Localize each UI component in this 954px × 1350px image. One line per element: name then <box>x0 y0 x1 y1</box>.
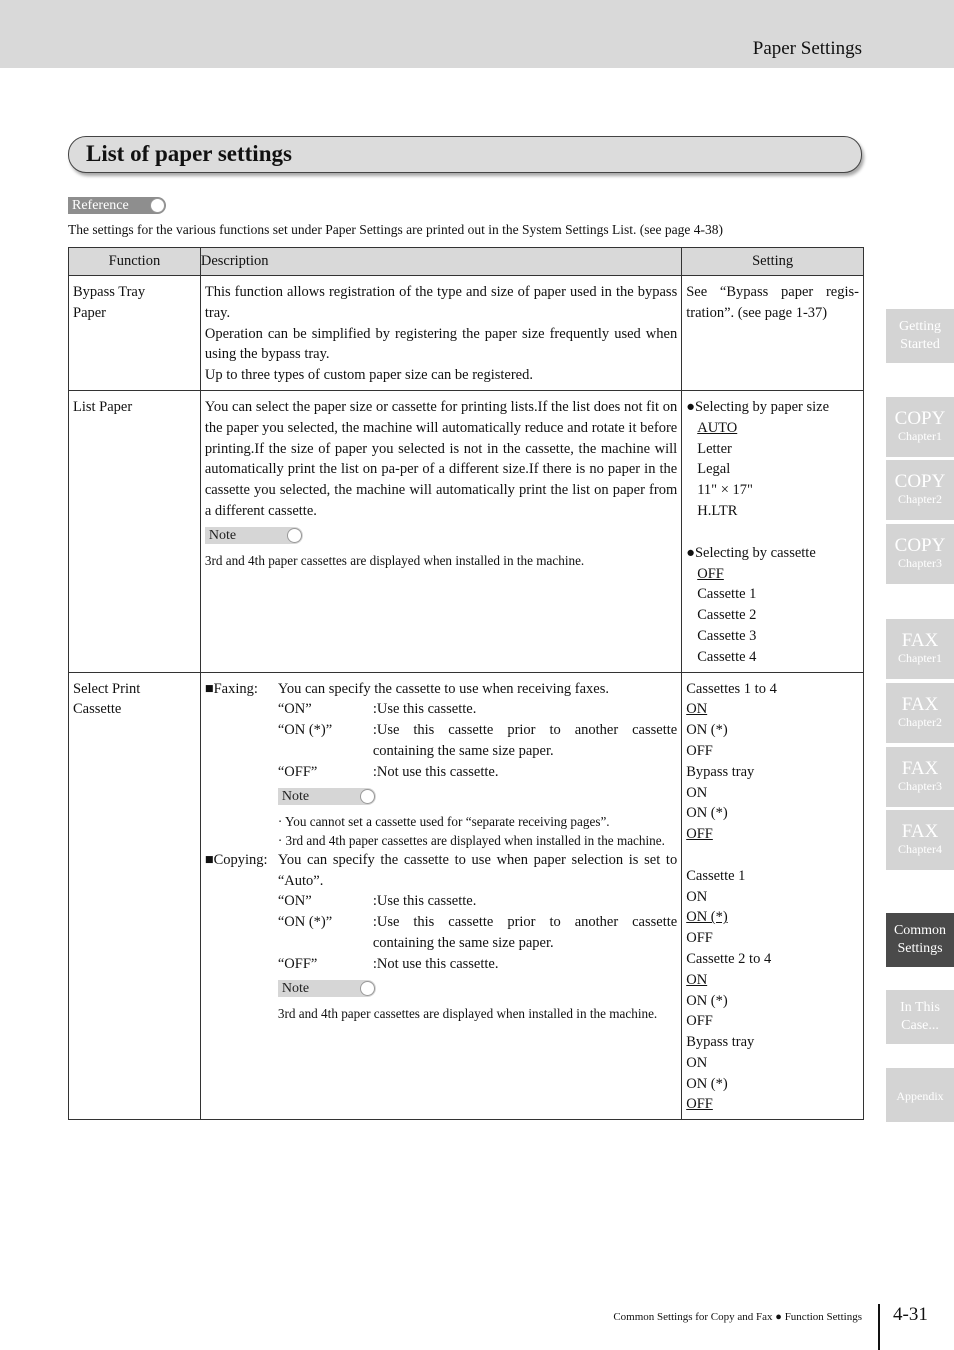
chapter-tab-label: Chapter3 <box>898 556 942 570</box>
chapter-tab[interactable] <box>886 397 954 457</box>
description-paragraph: Operation can be simplified by registering the paper size frequently used when using the bypass tray. <box>204 325 678 363</box>
chapter-tab-label: In This Case... <box>900 1000 940 1033</box>
chapter-tab-title: FAX <box>901 694 939 715</box>
option-item: Legal <box>697 461 731 478</box>
section-title-bar <box>68 136 862 173</box>
chapter-tab[interactable] <box>886 990 954 1044</box>
chapter-tab-title: FAX <box>901 821 939 842</box>
chapter-tab[interactable] <box>886 524 954 584</box>
note-badge <box>205 527 303 544</box>
option-definition <box>278 699 677 720</box>
setting-default: ON <box>686 701 708 718</box>
chapter-tab[interactable] <box>886 810 954 870</box>
faxing-label: ■Faxing: <box>204 680 258 697</box>
function-name-line: Paper <box>73 304 107 321</box>
setting-item: ON <box>686 784 708 801</box>
setting-item: OFF <box>686 1013 713 1030</box>
table-row <box>69 390 864 672</box>
option-key: “ON (*)” <box>277 914 333 931</box>
description-cell <box>200 672 681 1120</box>
setting-item: Cassette 1 <box>686 867 746 884</box>
toggle-knob-icon <box>360 981 375 996</box>
chapter-tab-label: Common Settings <box>893 923 947 956</box>
option-item: Cassette 1 <box>697 586 757 603</box>
setting-item: Bypass tray <box>686 1034 755 1051</box>
toggle-knob-icon <box>150 198 165 213</box>
chapter-tab[interactable] <box>886 460 954 520</box>
chapter-tab-title: COPY <box>894 535 946 556</box>
chapter-tab[interactable] <box>886 683 954 743</box>
description-paragraph: This function allows registration of the type and size of paper used in the bypass tray. <box>204 284 678 321</box>
note-label: Note <box>281 980 310 996</box>
footer-chapter: Common Settings for Copy and Fax <box>613 1311 773 1323</box>
option-default: AUTO <box>697 419 738 436</box>
option-value: :Not use this cassette. <box>372 764 499 781</box>
table-row <box>69 672 864 1120</box>
option-value: :Use this cassette prior to another cassette containing the same size paper. <box>372 914 678 951</box>
option-item: Cassette 3 <box>697 627 757 644</box>
function-name-line: Select Print <box>73 680 141 697</box>
function-cell <box>69 390 201 672</box>
column-header-function: Function <box>69 248 201 276</box>
option-definition <box>278 912 677 954</box>
page-number: 4-31 <box>893 1304 928 1325</box>
footer-caption <box>613 1311 862 1323</box>
setting-cell <box>682 390 864 672</box>
faxing-section <box>205 679 677 850</box>
chapter-tab-label: Getting Started <box>899 319 941 352</box>
option-group-heading: ●Selecting by cassette <box>686 544 816 561</box>
setting-default: ON <box>686 971 708 988</box>
note-badge <box>278 980 376 997</box>
setting-cell <box>682 672 864 1120</box>
option-value: :Not use this cassette. <box>372 956 499 973</box>
option-key: “OFF” <box>277 764 318 781</box>
description-paragraph: Up to three types of custom paper size can be registered. <box>204 367 533 384</box>
option-value: :Use this cassette. <box>372 701 477 718</box>
description-paragraph: You can select the paper size or cassette for printing lists.If the list does not fit on the paper you selected, the machine will automatically reduce and rotate it before printing.If the size of paper you selected is not in the cassette, the machine will automatically print the list on pa-per of a different size.If there is no paper in the cassette you selected, the machine will automatically print the list on paper from a different cassette. <box>204 398 678 519</box>
note-badge <box>278 788 376 805</box>
setting-item: ON (*) <box>686 1075 728 1092</box>
chapter-tab-label: Chapter1 <box>898 651 942 665</box>
setting-item: Bypass tray <box>686 763 755 780</box>
setting-item: ON (*) <box>686 805 728 822</box>
option-group-heading: ●Selecting by paper size <box>686 398 830 415</box>
setting-item: Cassette 2 to 4 <box>686 950 772 967</box>
chapter-tab-label: Chapter2 <box>898 715 942 729</box>
note-text: · 3rd and 4th paper cassettes are displayed when installed in the machine. <box>277 832 665 848</box>
setting-item: OFF <box>686 742 713 759</box>
chapter-tab[interactable] <box>886 747 954 807</box>
faxing-intro: You can specify the cassette to use when receiving faxes. <box>277 680 609 697</box>
chapter-tab-title: FAX <box>901 758 939 779</box>
paper-settings-table <box>68 247 864 1120</box>
section-title: List of paper settings <box>86 141 292 166</box>
function-cell <box>69 276 201 391</box>
option-default: OFF <box>697 565 724 582</box>
setting-list <box>686 679 859 1116</box>
copying-intro: You can specify the cassette to use when paper selection is set to “Auto”. <box>277 851 678 889</box>
intro-text: The settings for the various functions set under Paper Settings are printed out in the System Settings List. (see page 4-38) <box>68 222 723 237</box>
chapter-tab[interactable] <box>886 1068 954 1122</box>
setting-item: OFF <box>686 930 713 947</box>
note-text: 3rd and 4th paper cassettes are displayed when installed in the machine. <box>277 1005 658 1021</box>
table-header-row <box>69 248 864 276</box>
setting-default: OFF <box>686 1096 713 1113</box>
column-header-description: Description <box>200 248 681 276</box>
option-definition <box>278 762 677 783</box>
option-value: :Use this cassette. <box>372 893 477 910</box>
option-item: Letter <box>697 440 732 457</box>
setting-item: ON (*) <box>686 992 728 1009</box>
chapter-tab-title: COPY <box>894 471 946 492</box>
option-item: Cassette 4 <box>697 648 757 665</box>
note-label: Note <box>208 527 237 543</box>
description-cell <box>200 276 681 391</box>
copying-section <box>205 850 677 1023</box>
function-name-line: Bypass Tray <box>73 284 146 300</box>
chapter-tab-label: Appendix <box>896 1089 944 1103</box>
option-key: “OFF” <box>277 956 318 973</box>
footer-bullet: ● <box>775 1311 782 1323</box>
setting-item: Cassettes 1 to 4 <box>686 680 777 697</box>
chapter-tab-label: Chapter3 <box>898 779 942 793</box>
setting-default: ON (*) <box>686 909 728 926</box>
chapter-tab-label: Chapter2 <box>898 492 942 506</box>
toggle-knob-icon <box>287 528 302 543</box>
option-key: “ON” <box>277 893 312 910</box>
note-text: · You cannot set a cassette used for “separate receiving pages”. <box>277 813 610 829</box>
option-item: H.LTR <box>697 502 738 519</box>
function-name-line: Cassette <box>73 701 122 718</box>
option-definition <box>278 720 677 762</box>
option-key: “ON” <box>277 701 312 718</box>
option-value: :Use this cassette prior to another cassette containing the same size paper. <box>372 722 678 759</box>
function-name: List Paper <box>73 398 133 415</box>
page-header: Paper Settings <box>752 38 862 59</box>
copying-label: ■Copying: <box>204 851 268 868</box>
chapter-tab-title: FAX <box>901 630 939 651</box>
reference-badge <box>68 197 166 214</box>
toggle-knob-icon <box>360 789 375 804</box>
function-cell <box>69 672 201 1120</box>
description-cell <box>200 390 681 672</box>
setting-default: OFF <box>686 826 713 843</box>
column-header-setting: Setting <box>682 248 864 276</box>
table-row <box>69 276 864 391</box>
chapter-tab-label: Chapter1 <box>898 429 942 443</box>
footer-divider <box>878 1304 880 1350</box>
option-definition <box>278 891 677 912</box>
setting-cell <box>682 276 864 391</box>
option-key: “ON (*)” <box>277 722 333 739</box>
setting-text: See “Bypass paper regis-tration”. (see page 1-37) <box>686 284 859 321</box>
chapter-tab-label: Chapter4 <box>898 842 942 856</box>
option-definition <box>278 954 677 975</box>
setting-item: ON (*) <box>686 722 728 739</box>
reference-label: Reference <box>72 198 129 213</box>
setting-item <box>686 845 859 866</box>
footer-section: Function Settings <box>784 1311 862 1323</box>
chapter-tab[interactable] <box>886 619 954 679</box>
setting-item: ON <box>686 1054 708 1071</box>
option-item: Cassette 2 <box>697 607 757 624</box>
note-label: Note <box>281 788 310 804</box>
note-text: 3rd and 4th paper cassettes are displayed when installed in the machine. <box>204 552 585 568</box>
setting-item: ON <box>686 888 708 905</box>
chapter-tab-title: COPY <box>894 408 946 429</box>
chapter-tab[interactable] <box>886 913 954 967</box>
option-item: 11" × 17" <box>697 482 753 499</box>
chapter-tab[interactable] <box>886 309 954 363</box>
